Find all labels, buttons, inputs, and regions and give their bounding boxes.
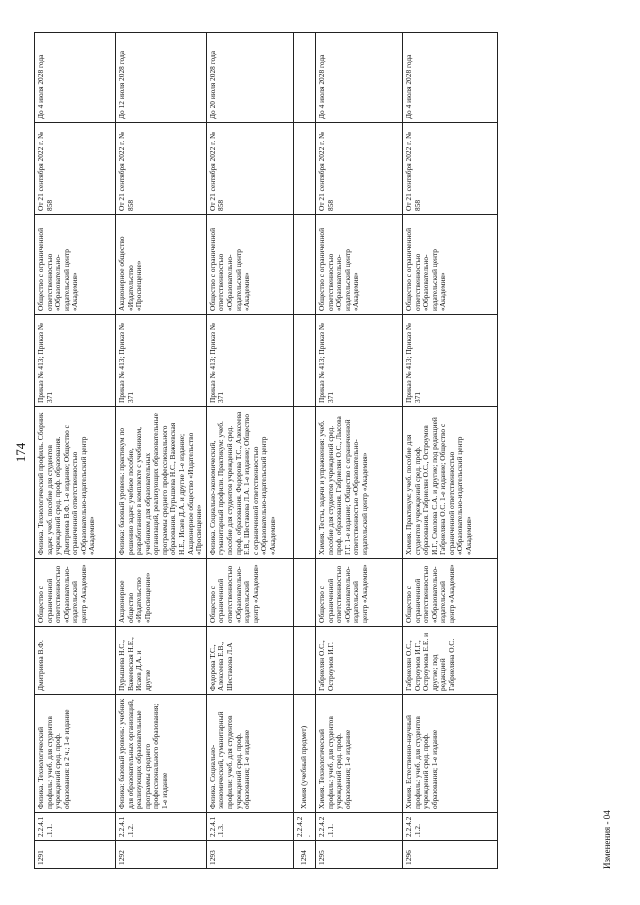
publisher-short: Общество с ограниченной ответственностью «Образовательно-издательский центр «Академия»: [35, 559, 116, 627]
publisher-short: Общество с ограниченной ответственностью «Образовательно-издательский центр «Академия»: [206, 559, 293, 627]
row-code: 2.2.4.2.1.2.: [402, 813, 497, 841]
order-reference: Приказ № 413; Приказ № 371: [315, 315, 402, 407]
valid-until: До 4 июля 2028 года: [35, 33, 116, 123]
row-code: 2.2.4.1.1.3.: [206, 813, 293, 841]
textbook-authors: Пурышева Н.С., Важеевская Н.Е., Исаев Д.А. и другие: [116, 627, 207, 695]
section-row: [293, 33, 315, 869]
publisher-full: Общество с ограниченной ответственностью «Образовательно-издательский центр «Академия»: [35, 215, 116, 315]
row-code: 2.2.4.2.: [293, 813, 315, 841]
publisher-full: Общество с ограниченной ответственностью «Образовательно-издательский центр «Академия»: [315, 215, 402, 315]
textbook-title: Химия. Естественно-научный профиль: учеб. для студентов учреждений сред. проф. образования; 1-е издание: [402, 695, 497, 813]
publisher-short: Общество с ограниченной ответственностью «Образовательно-издательский центр «Академия»: [402, 559, 497, 627]
publisher-full: Общество с ограниченной ответственностью «Образовательно-издательский центр «Академия»: [402, 215, 497, 315]
row-number: 1294: [293, 841, 315, 869]
row-code: 2.2.4.2.1.1.: [315, 813, 402, 841]
section-title: Химия (учебный предмет): [293, 695, 315, 813]
empty-cell: [293, 315, 315, 407]
textbook-title: Физика: базовый уровень: учебник для образовательных организаций, реализующих образовательные программы среднего профессионального образования; 1-е издание: [116, 695, 207, 813]
order-date: От 21 сентября 2022 г. № 858: [315, 123, 402, 215]
table-row: [206, 33, 293, 869]
textbook-components: Химия. Практикум: учеб. пособие для студентов учреждений сред. проф. образования. Габриелян О.С., Остроумов И.Г., Смолова С.А. и другие; под редакцией Габриеляна О.С. 1-е издание; Общество с ограниченной ответственностью «Образовательно-издательский центр «Академия»: [402, 407, 497, 559]
table-row: [315, 33, 402, 869]
footer-note: Изменения - 04: [602, 810, 612, 869]
publisher-short: Акционерное общество «Издательство «Просвещение»: [116, 559, 207, 627]
publisher-full: Акционерное общество «Издательство «Просвещение»: [116, 215, 207, 315]
empty-cell: [293, 33, 315, 123]
textbook-authors: Габриелян О.С., Остроумов И.Г.: [315, 627, 402, 695]
row-number: 1292: [116, 841, 207, 869]
textbook-title: Физика. Социально-экономический, гуманитарный профили: учеб. для студентов учреждений сред. проф. образования; 1-е издание: [206, 695, 293, 813]
table-row: [35, 33, 116, 869]
textbook-components: Физика. Социально-экономический, гуманитарный профили. Практикум: учеб. пособие для студентов учреждений сред. проф. образования. Федорова Т.С., Алексеева Е.В., Шестакова Л.А. 1-е издание; Общество с ограниченной ответственностью «Образовательно-издательский центр «Академия»: [206, 407, 293, 559]
empty-cell: [293, 559, 315, 627]
publisher-full: Общество с ограниченной ответственностью «Образовательно-издательский центр «Академия»: [206, 215, 293, 315]
textbook-components: Физика: базовый уровень: практикум по решению задач: учебное пособие, разработанное в комплекте с учебником, учебником для образовательных организаций, реализующих образовательные программы среднего профессионального образования. Пурышева Н.С., Важеевская Н.Е., Исаев Д.А. и другие 1-е издание; Акционерное общество «Издательство «Просвещение»: [116, 407, 207, 559]
order-date: От 21 сентября 2022 г. № 858: [116, 123, 207, 215]
textbook-title: Химия. Технологический профиль: учеб. для студентов учреждений сред. проф. образования; 1-е издание: [315, 695, 402, 813]
row-code: 2.2.4.1.1.2.: [116, 813, 207, 841]
row-number: 1295: [315, 841, 402, 869]
empty-cell: [293, 123, 315, 215]
table-row: [116, 33, 207, 869]
textbook-registry-table: [34, 32, 498, 869]
textbook-components: Химия. Тесты, задачи и упражнения: учеб. пособие для студентов учреждений сред. проф. образования. Габриелян О.С., Лысова Г.Г. 1-е издание; Общество с ограниченной ответственностью «Образовательно-издательский центр «Академия»: [315, 407, 402, 559]
order-reference: Приказ № 413; Приказ № 371: [206, 315, 293, 407]
order-date: От 21 сентября 2022 г. № 858: [402, 123, 497, 215]
empty-cell: [293, 215, 315, 315]
empty-cell: [293, 407, 315, 559]
textbook-components: Физика. Технологический профиль. Сборник задач: учеб. пособие для студентов учреждений сред. проф. образования. Дмитриева В.Ф. 1-е издание; Общество с ограниченной ответственностью «Образовательно-издательский центр «Академия»: [35, 407, 116, 559]
order-reference: Приказ № 413; Приказ № 371: [402, 315, 497, 407]
valid-until: До 4 июля 2028 года: [315, 33, 402, 123]
empty-cell: [293, 627, 315, 695]
order-reference: Приказ № 413; Приказ № 371: [116, 315, 207, 407]
textbook-title: Физика. Технологический профиль: учеб. для студентов учреждений сред. проф. образования: в 2 ч.; 1-е издание: [35, 695, 116, 813]
textbook-authors: Габриелян О.С., Остроумов И.Г., Остроумова Е.Е. и другие; под редакцией Габриеляна О.С.: [402, 627, 497, 695]
textbook-authors: Федорова Т.С., Алексеева Е.В., Шестакова Л.А: [206, 627, 293, 695]
table-row: [402, 33, 497, 869]
valid-until: До 12 июля 2028 года: [116, 33, 207, 123]
order-reference: Приказ № 413; Приказ № 371: [35, 315, 116, 407]
valid-until: До 20 июля 2028 года: [206, 33, 293, 123]
publisher-short: Общество с ограниченной ответственностью «Образовательно-издательский центр «Академия»: [315, 559, 402, 627]
order-date: От 21 сентября 2022 г. № 858: [35, 123, 116, 215]
row-number: 1291: [35, 841, 116, 869]
row-number: 1296: [402, 841, 497, 869]
textbook-authors: Дмитриева В.Ф.: [35, 627, 116, 695]
page-number: 174: [13, 442, 28, 463]
valid-until: До 4 июля 2028 года: [402, 33, 497, 123]
row-number: 1293: [206, 841, 293, 869]
order-date: От 21 сентября 2022 г. № 858: [206, 123, 293, 215]
row-code: 2.2.4.1.1.1.: [35, 813, 116, 841]
